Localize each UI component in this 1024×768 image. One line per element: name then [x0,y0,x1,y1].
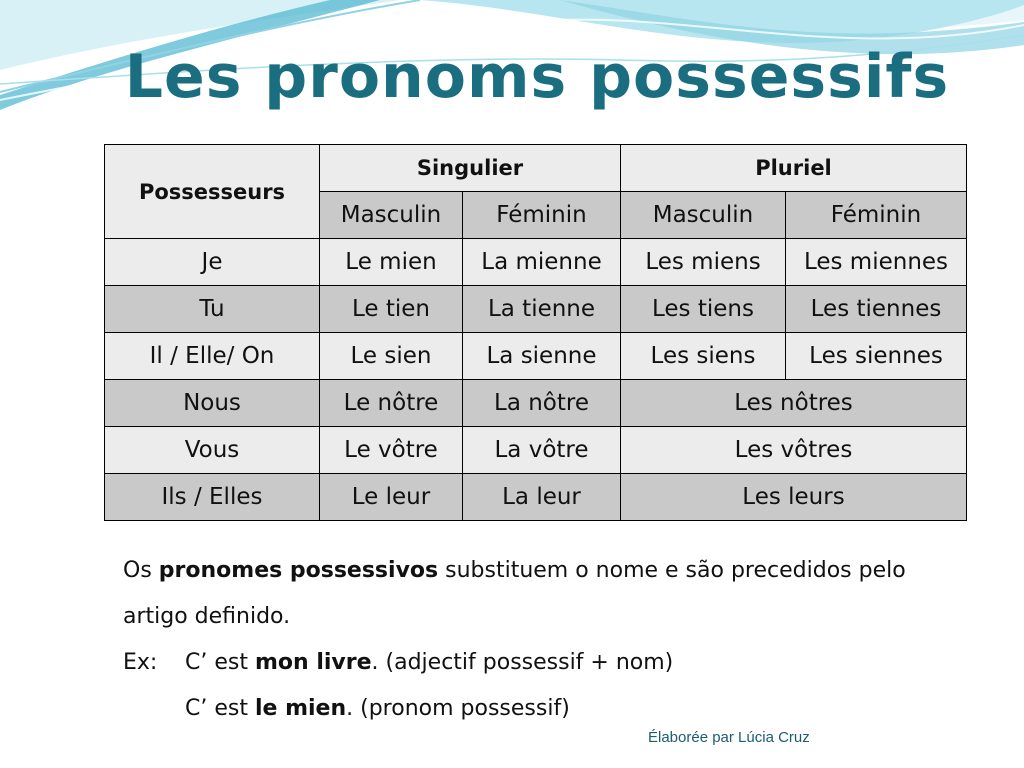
cell-plur-fem: Les tiennes [786,286,967,333]
cell-sing-masc: Le tien [320,286,463,333]
cell-plural: Les leurs [621,474,967,521]
cell-sing-fem: La nôtre [463,380,621,427]
table-row [105,474,967,521]
example-line-1 [123,640,953,686]
cell-possesseur: Vous [105,427,320,474]
example-label: Ex: [123,650,158,675]
subheader-sing-feminin: Féminin [463,192,621,239]
cell-sing-masc: Le vôtre [320,427,463,474]
subheader-plur-feminin: Féminin [786,192,967,239]
example-text: . (pronom possessif) [346,696,570,721]
table-row [105,333,967,380]
cell-possesseur: Il / Elle/ On [105,333,320,380]
cell-sing-fem: La leur [463,474,621,521]
note-line-2: artigo definido. [123,604,291,629]
table-row [105,380,967,427]
header-pluriel: Pluriel [621,145,967,192]
cell-sing-masc: Le sien [320,333,463,380]
explanation-notes [123,548,953,732]
note-bold-term: pronomes possessivos [158,558,439,583]
table-row [105,427,967,474]
cell-plur-fem: Les miennes [786,239,967,286]
header-singulier: Singulier [320,145,621,192]
example-line-2 [123,686,953,732]
subheader-plur-masculin: Masculin [621,192,786,239]
table-row [105,239,967,286]
cell-sing-masc: Le mien [320,239,463,286]
note-text: Os [123,558,159,583]
cell-sing-fem: La mienne [463,239,621,286]
cell-sing-fem: La sienne [463,333,621,380]
cell-sing-masc: Le leur [320,474,463,521]
note-text: substituem o nome e são precedidos pelo [438,558,906,583]
example-text: C’ est [185,696,255,721]
cell-possesseur: Nous [105,380,320,427]
example-bold: le mien [254,696,347,721]
page-title: Les pronoms possessifs [124,42,950,112]
cell-possesseur: Je [105,239,320,286]
author-credit: Élaborée par Lúcia Cruz [648,729,810,746]
table-header-row [105,145,967,192]
cell-sing-masc: Le nôtre [320,380,463,427]
cell-sing-fem: La vôtre [463,427,621,474]
example-text: C’ est [185,650,255,675]
header-possesseurs: Possesseurs [105,145,320,239]
cell-possesseur: Tu [105,286,320,333]
note-line-1 [123,548,953,594]
subheader-sing-masculin: Masculin [320,192,463,239]
example-bold: mon livre [254,650,372,675]
cell-sing-fem: La tienne [463,286,621,333]
cell-plur-masc: Les siens [621,333,786,380]
cell-plural: Les nôtres [621,380,967,427]
table-row [105,286,967,333]
cell-plur-masc: Les tiens [621,286,786,333]
cell-plur-fem: Les siennes [786,333,967,380]
cell-plural: Les vôtres [621,427,967,474]
possessive-pronouns-table [104,144,967,521]
cell-possesseur: Ils / Elles [105,474,320,521]
example-text: . (adjectif possessif + nom) [371,650,674,675]
cell-plur-masc: Les miens [621,239,786,286]
